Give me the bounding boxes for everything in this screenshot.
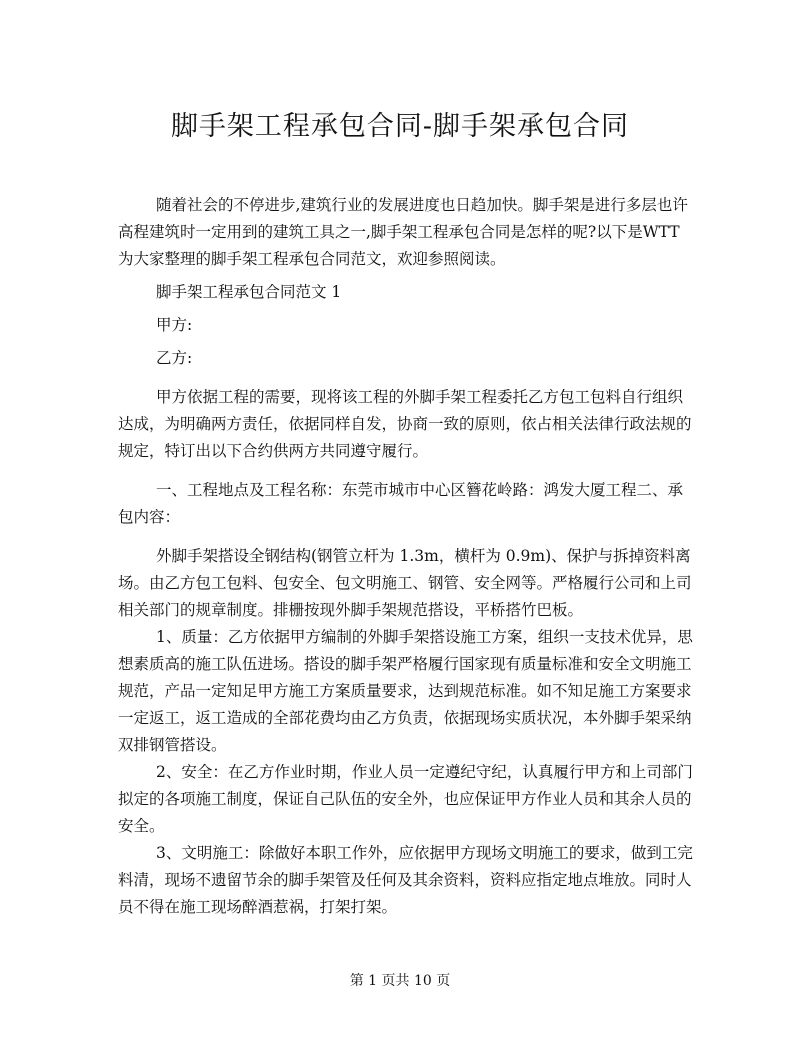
civilized-construction-paragraph: 3、文明施工：除做好本职工作外，应依据甲方现场文明施工的要求，做到工完料清，现场不遗留节余的脚手架管及任何及其余资料，资料应指定地点堆放。同时人员不得在施工现场醉酒惹祸，打架打架。: [118, 844, 693, 916]
preamble-paragraph: 甲方依据工程的需要，现将该工程的外脚手架工程委托乙方包工包料自行组织达成，为明确两方责任，依据同样自发，协商一致的原则，依占相关法律行政法规的规定，特订出以下合约供两方共同遵守履行。: [118, 388, 692, 460]
scope-paragraph: 外脚手架搭设全钢结构(钢管立杆为 1.3m，横杆为 0.9m)、保护与拆掉资料离场。由乙方包工包料、包安全、包文明施工、钢管、安全网等。严格履行公司和上司相关部门的规章制度。排栅按现外脚手架规范搭设，平桥搭竹巴板。: [118, 547, 692, 619]
document-title: 脚手架工程承包合同-脚手架承包合同: [170, 111, 630, 142]
quality-paragraph: 1、质量：乙方依据甲方编制的外脚手架搭设施工方案，组织一支技术优异，思想素质高的施工队伍进场。搭设的脚手架严格履行国家现有质量标准和安全文明施工规范，产品一定知足甲方施工方案质量要求，达到规范标准。如不知足施工方案要求一定返工，返工造成的全部花费均由乙方负责，依据现场实质状况，本外脚手架采纳双排钢管搭设。: [118, 628, 693, 754]
party-a-line: 甲方:: [156, 316, 193, 334]
party-b-line: 乙方:: [156, 349, 193, 367]
clause-1-paragraph: 一、工程地点及工程名称：东莞市城市中心区簪花岭路：鸿发大厦工程二、承包内容：: [118, 481, 684, 526]
page-number-footer: 第 1 页共 10 页: [349, 973, 451, 989]
safety-paragraph: 2、安全：在乙方作业时期，作业人员一定遵纪守纪，认真履行甲方和上司部门拟定的各项施工制度，保证自己队伍的安全外，也应保证甲方作业人员和其余人员的安全。: [118, 763, 693, 835]
section-heading: 脚手架工程承包合同范文 1: [156, 283, 342, 301]
intro-paragraph: 随着社会的不停进步,建筑行业的发展进度也日趋加快。脚手架是进行多层也许高程建筑时一定用到的建筑工具之一,脚手架工程承包合同是怎样的呢?以下是WTT 为大家整理的脚手架工程承包合同范文，欢迎参照阅读。: [118, 196, 688, 268]
document-body: [118, 192, 698, 921]
